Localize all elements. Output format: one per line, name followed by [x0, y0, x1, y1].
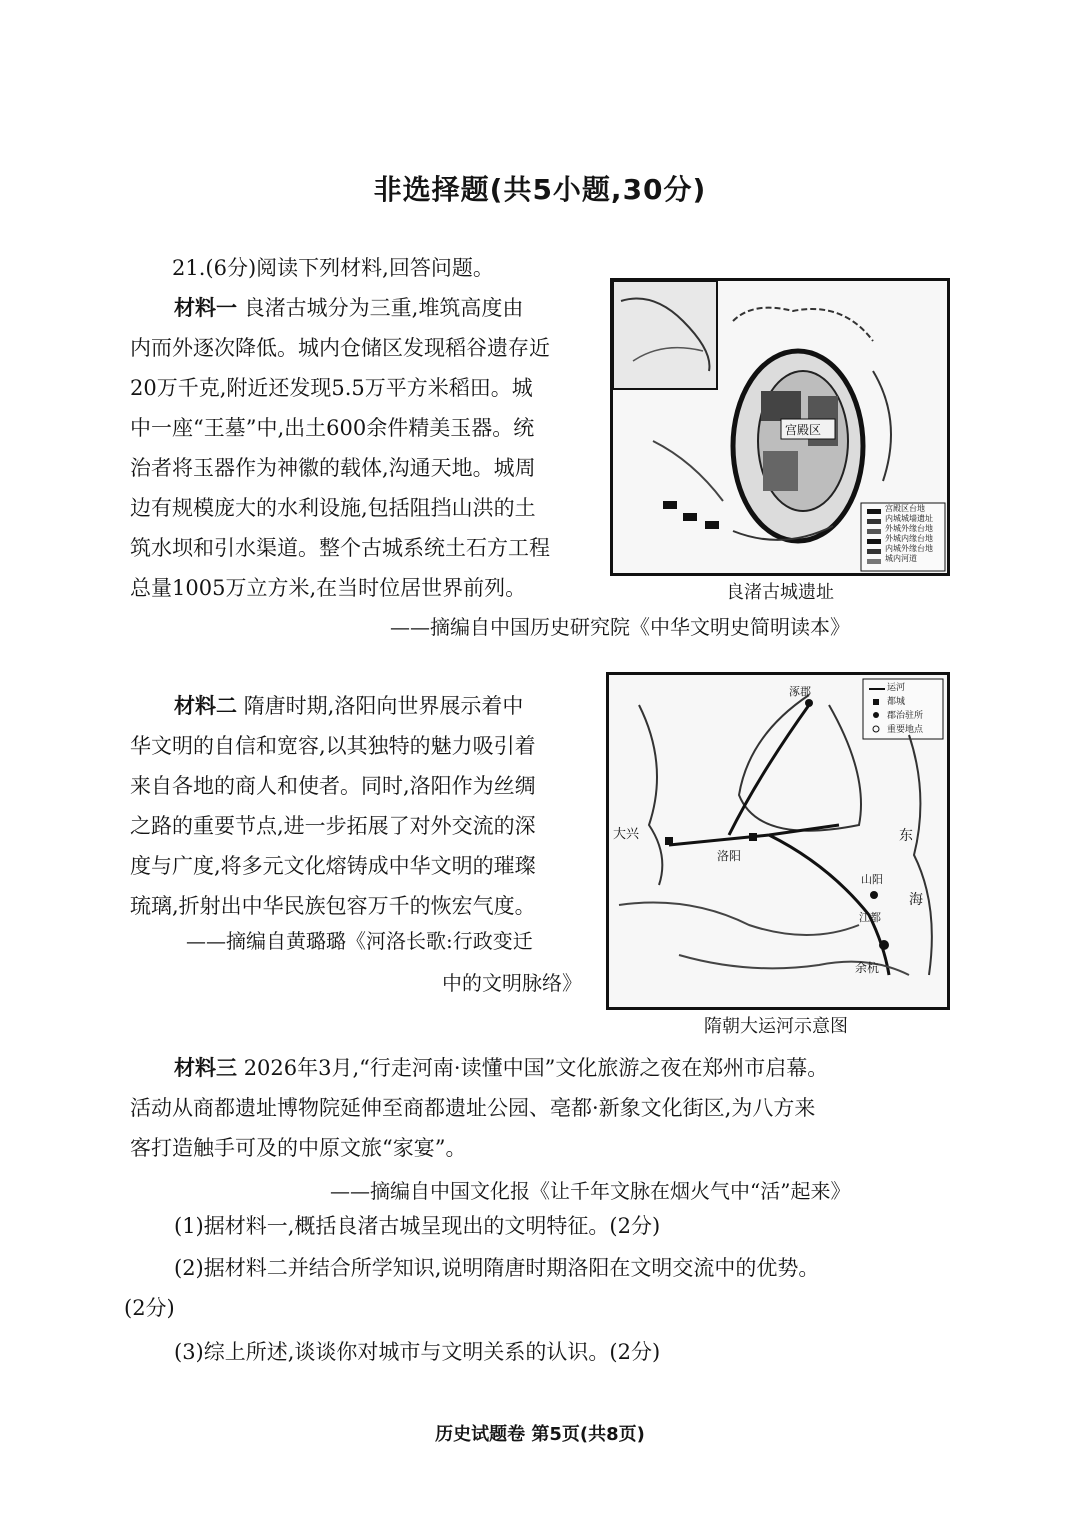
material2-source-line2: 中的文明脉络》	[442, 971, 582, 995]
liangzhu-map-caption: 良渚古城遗址	[726, 582, 834, 603]
material1-text	[130, 288, 610, 608]
material3-label: 材料三	[174, 1055, 237, 1080]
place-shanyang: 山阳	[861, 873, 883, 886]
place-east: 东	[899, 828, 913, 844]
grand-canal-legend: 运河 都城 郡治驻所 重要地点	[887, 683, 924, 735]
material2-line: 琉璃,折射出中华民族包容万千的恢宏气度。	[130, 894, 536, 918]
sub-question-3: (3)综上所述,谈谈你对城市与文明关系的认识。(2分)	[174, 1340, 661, 1364]
grand-canal-map	[606, 672, 950, 1010]
place-luoyang: 洛阳	[717, 849, 742, 863]
material1-line: 筑水坝和引水渠道。整个古城系统土石方工程	[130, 536, 550, 560]
material2-text	[130, 686, 610, 926]
place-yuhang: 余杭	[855, 961, 880, 975]
material1-line: 材料一 良渚古城分为三重,堆筑高度由	[174, 295, 524, 320]
liangzhu-map-legend: 宫殿区台地 内城城墙遗址 外城外缘台地 外城内缘台地 内城外缘台地 城内河道	[885, 504, 933, 563]
place-daxing: 大兴	[613, 827, 640, 842]
material1-line: 边有规模庞大的水利设施,包括阻挡山洪的土	[130, 496, 536, 520]
material2-line: 材料二 隋唐时期,洛阳向世界展示着中	[174, 693, 524, 718]
place-sea: 海	[909, 892, 923, 908]
question-header: 21.(6分)阅读下列材料,回答问题。	[172, 256, 494, 280]
material3-source: ——摘编自中国文化报《让千年文脉在烟火气中“活”起来》	[330, 1179, 851, 1203]
section-title: 非选择题(共5小题,30分)	[373, 173, 707, 206]
page-footer: 历史试题卷 第5页(共8页)	[435, 1424, 645, 1445]
grand-canal-map-caption: 隋朝大运河示意图	[704, 1016, 848, 1037]
material3-line: 活动从商都遗址博物院延伸至商都遗址公园、亳都·新象文化街区,为八方来	[130, 1096, 816, 1120]
material2-line: 度与广度,将多元文化熔铸成中华文明的璀璨	[130, 854, 536, 878]
place-jiangdu: 江都	[859, 911, 881, 924]
material1-line: 治者将玉器作为神徽的载体,沟通天地。城周	[130, 456, 536, 480]
palace-label: 宫殿区	[785, 423, 822, 437]
material1-line: 20万千克,附近还发现5.5万平方米稻田。城	[130, 376, 533, 400]
sub-question-2: (2)据材料二并结合所学知识,说明隋唐时期洛阳在文明交流中的优势。	[174, 1256, 820, 1280]
material1-source: ——摘编自中国历史研究院《中华文明史简明读本》	[390, 615, 850, 639]
material2-line: 之路的重要节点,进一步拓展了对外交流的深	[130, 814, 536, 838]
sub-question-2-score: (2分)	[124, 1296, 175, 1320]
place-zhuojun: 涿郡	[789, 685, 811, 698]
material3-text	[130, 1048, 960, 1168]
liangzhu-map	[610, 278, 950, 576]
material2-line: 来自各地的商人和使者。同时,洛阳作为丝绸	[130, 774, 536, 798]
material1-label: 材料一	[174, 295, 237, 320]
sub-question-1: (1)据材料一,概括良渚古城呈现出的文明特征。(2分)	[174, 1214, 661, 1238]
material1-line: 中一座“王墓”中,出土600余件精美玉器。统	[130, 416, 535, 440]
material3-line: 客打造触手可及的中原文旅“家宴”。	[130, 1136, 467, 1160]
material1-line: 总量1005万立方米,在当时位居世界前列。	[130, 576, 527, 600]
material2-line: 华文明的自信和宽容,以其独特的魅力吸引着	[130, 734, 536, 758]
material3-line: 材料三 2026年3月,“行走河南·读懂中国”文化旅游之夜在郑州市启幕。	[174, 1055, 829, 1080]
material2-label: 材料二	[174, 693, 237, 718]
material1-line: 内而外逐次降低。城内仓储区发现稻谷遗存近	[130, 336, 550, 360]
material2-source-line1: ——摘编自黄璐璐《河洛长歌:行政变迁	[186, 929, 533, 953]
